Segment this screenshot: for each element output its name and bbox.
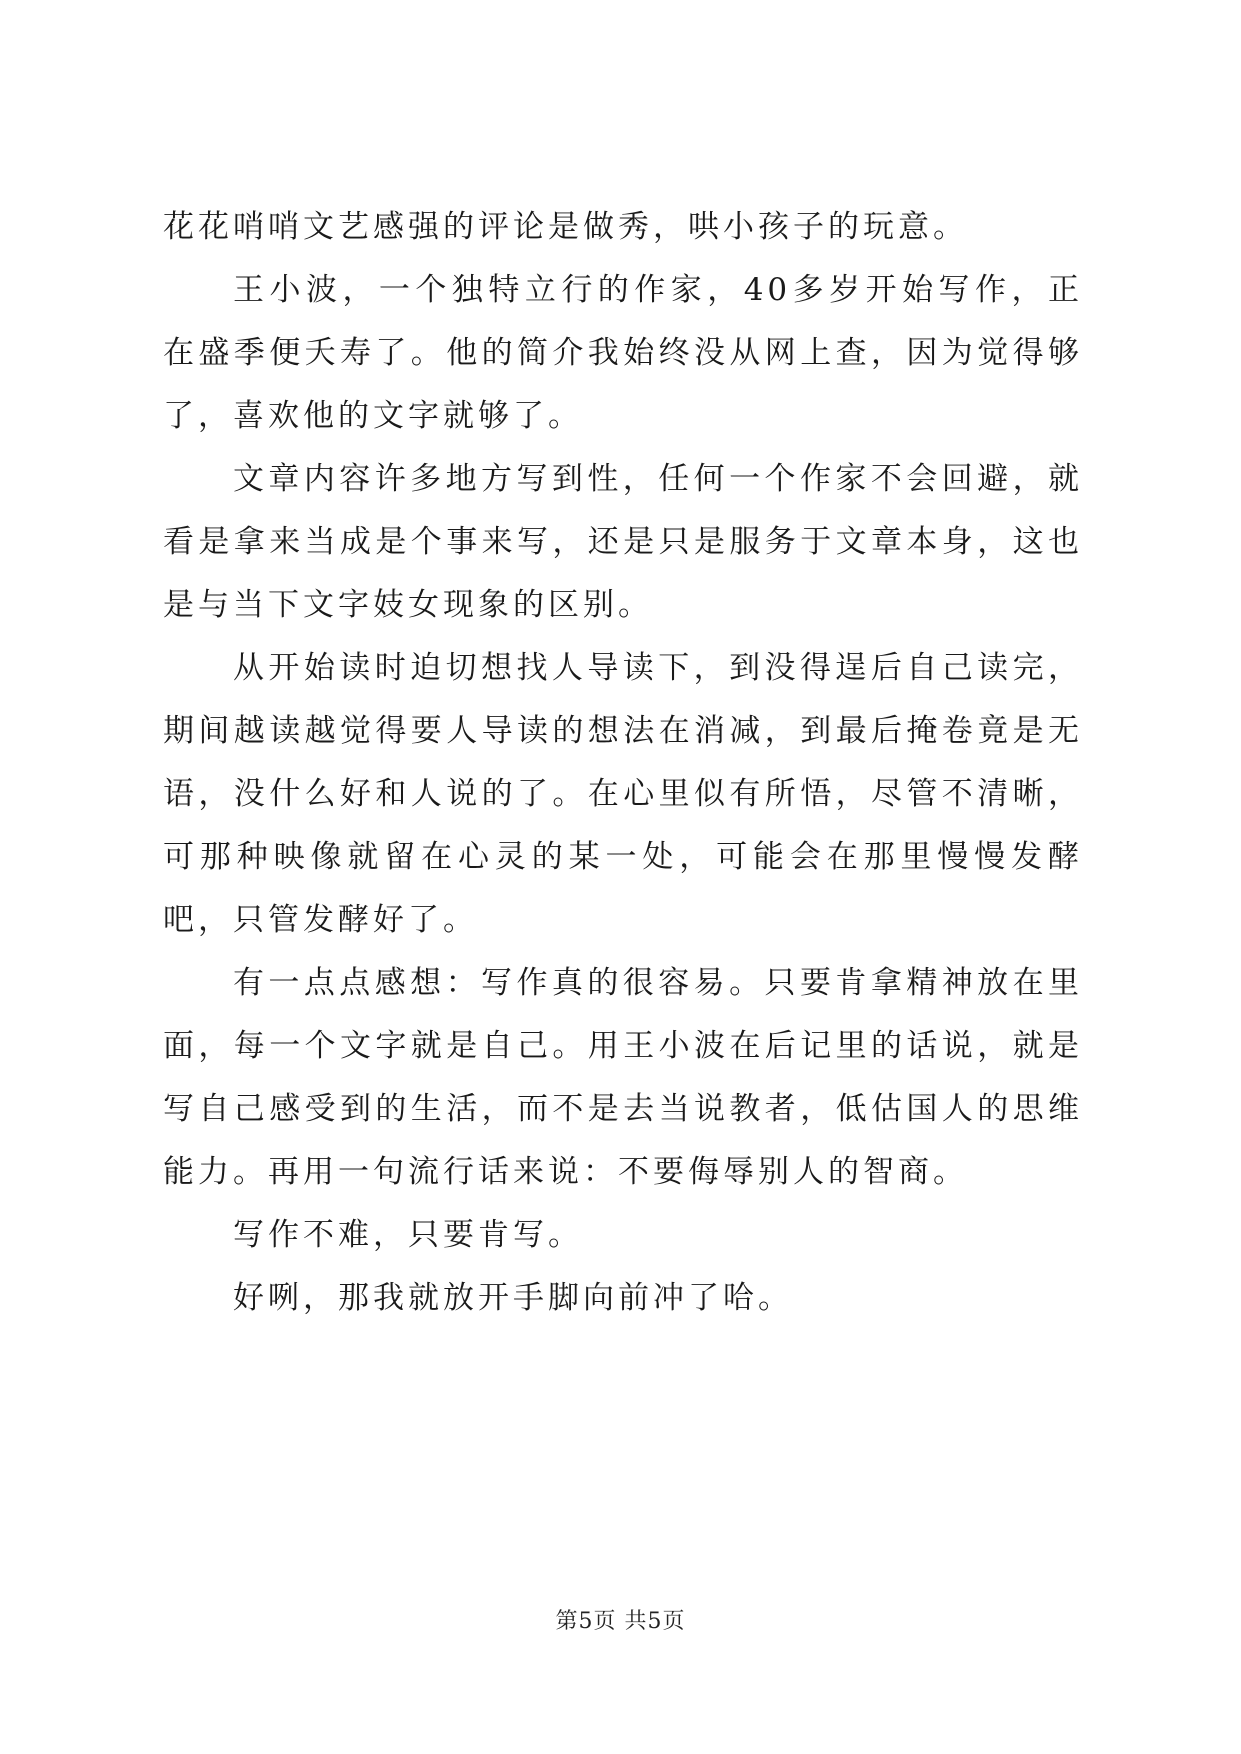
- paragraph-1: 花花哨哨文艺感强的评论是做秀，哄小孩子的玩意。: [163, 209, 968, 245]
- paragraph-4: 从开始读时迫切想找人导读下，到没得逞后自己读完，期间越读越觉得要人导读的想法在消减，到最后掩卷竟是无语，没什么好和人说的了。在心里似有所悟，尽管不清晰，可那种映像就留在心灵的某一处，可能会在那里慢慢发酵吧，只管发酵好了。: [163, 650, 1083, 938]
- paragraph-3: 文章内容许多地方写到性，任何一个作家不会回避，就看是拿来当成是个事来写，还是只是服务于文章本身，这也是与当下文字妓女现象的区别。: [163, 461, 1083, 623]
- paragraph-2: 王小波，一个独特立行的作家，40多岁开始写作，正在盛季便夭寿了。他的简介我始终没从网上查，因为觉得够了，喜欢他的文字就够了。: [163, 272, 1083, 434]
- document-body: [163, 196, 1083, 1330]
- paragraph-7: 好咧，那我就放开手脚向前冲了哈。: [233, 1280, 793, 1316]
- page-number-footer: 第5页 共5页: [555, 1609, 686, 1634]
- paragraph-5: 有一点点感想：写作真的很容易。只要肯拿精神放在里面，每一个文字就是自己。用王小波在后记里的话说，就是写自己感受到的生活，而不是去当说教者，低估国人的思维能力。再用一句流行话来说：不要侮辱别人的智商。: [163, 965, 1083, 1190]
- paragraph-6: 写作不难，只要肯写。: [233, 1217, 583, 1253]
